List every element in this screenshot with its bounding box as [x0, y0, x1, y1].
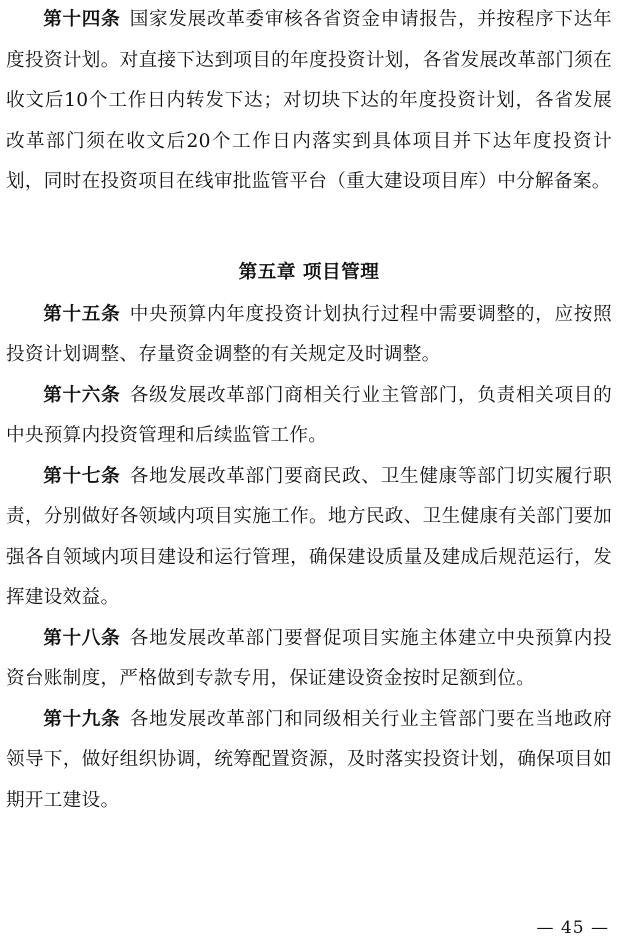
article-18-title: 第十八条 — [43, 627, 121, 649]
article-14 — [6, 0, 612, 203]
article-15 — [6, 295, 612, 376]
article-19-body: 各地发展改革部门和同级相关行业主管部门要在当地政府领导下，做好组织协调，统筹配置资源，及时落实投资计划，确保项目如期开工建设。 — [6, 708, 612, 811]
article-16-title: 第十六条 — [43, 384, 121, 406]
article-17-body: 各地发展改革部门要商民政、卫生健康等部门切实履行职责，分别做好各领域内项目实施工作。地方民政、卫生健康有关部门要加强各自领域内项目建设和运行管理，确保建设质量及建成后规范运行，发挥建设效益。 — [6, 465, 612, 608]
article-17-title: 第十七条 — [43, 465, 121, 487]
article-18-body: 各地发展改革部门要督促项目实施主体建立中央预算内投资台账制度，严格做到专款专用，保证建设资金按时足额到位。 — [6, 627, 612, 689]
article-18 — [6, 619, 612, 700]
article-16 — [6, 376, 612, 457]
article-14-title: 第十四条 — [43, 9, 121, 30]
article-17 — [6, 457, 612, 619]
article-16-body: 各级发展改革部门商相关行业主管部门，负责相关项目的中央预算内投资管理和后续监管工作。 — [6, 384, 612, 446]
article-19-title: 第十九条 — [43, 708, 121, 730]
chapter-5-heading: 第五章 项目管理 — [238, 261, 380, 283]
article-15-title: 第十五条 — [43, 303, 121, 325]
document-page — [6, 0, 612, 821]
page-number: — 45 — — [536, 918, 609, 938]
chapter-spacer — [6, 203, 612, 253]
article-19 — [6, 700, 612, 822]
article-15-body: 中央预算内年度投资计划执行过程中需要调整的，应按照投资计划调整、存量资金调整的有关规定及时调整。 — [6, 303, 612, 365]
article-14-body: 国家发展改革委审核各省资金申请报告，并按程序下达年度投资计划。对直接下达到项目的年度投资计划，各省发展改革部门须在收文后10个工作日内转发下达；对切块下达的年度投资计划，各省发展改革部门须在收文后20个工作日内落实到具体项目并下达年度投资计划，同时在投资项目在线审批监管平台（重大建设项目库）中分解备案。 — [6, 9, 612, 192]
